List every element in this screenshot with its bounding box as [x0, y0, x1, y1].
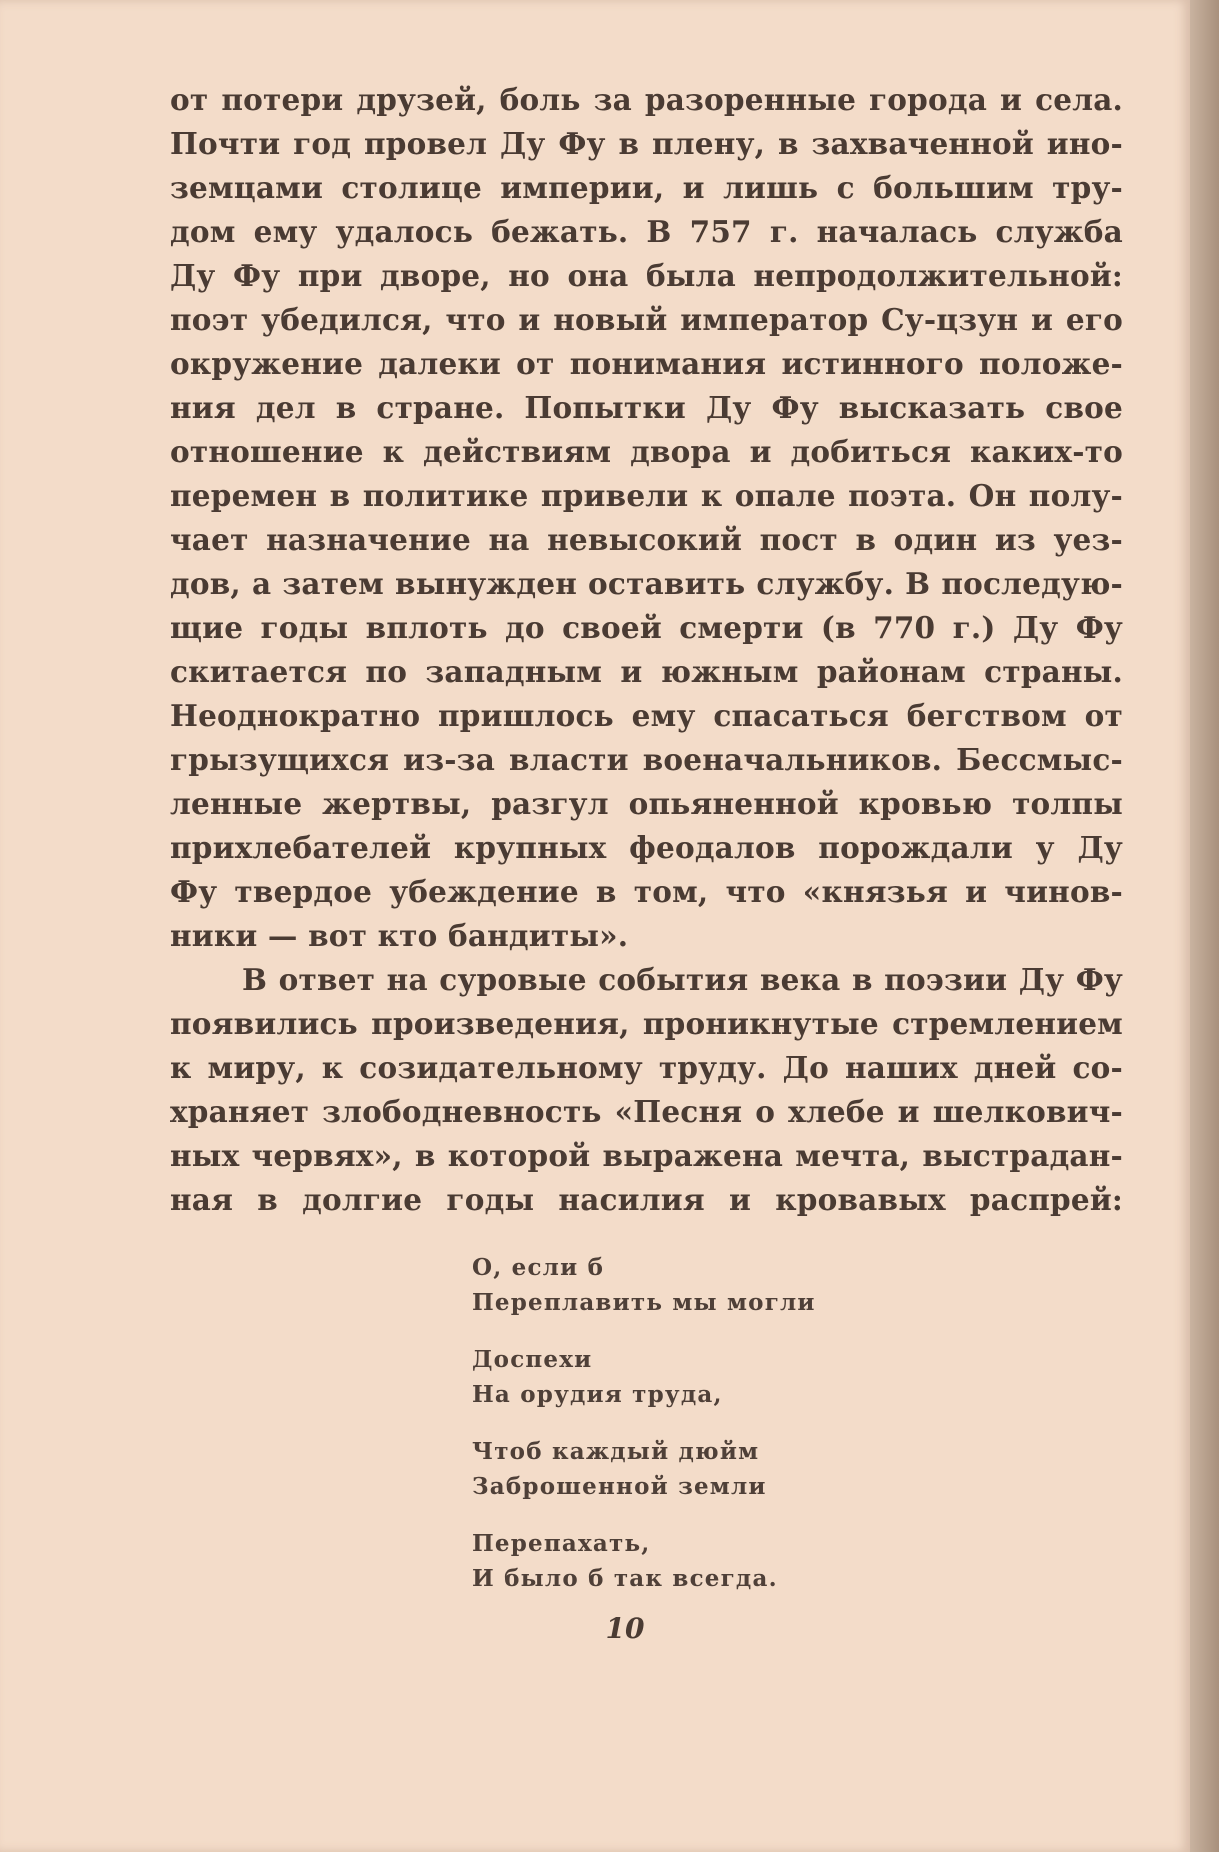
paragraph-1 [170, 78, 1123, 958]
text-line: к миру, к созидательному труду. До наших дней со- [170, 1050, 1123, 1085]
poem-stanza [472, 1342, 816, 1412]
text-line: грызущихся из-за власти военачальников. Бессмыс- [170, 742, 1123, 777]
poem-line: Переплавить мы могли [472, 1289, 816, 1316]
poem-line: И было б так всегда. [472, 1565, 778, 1592]
body-text [170, 78, 1123, 1222]
text-line: ния дел в стране. Попытки Ду Фу высказать свое [170, 390, 1123, 425]
text-line: от потери друзей, боль за разоренные города и села. [170, 82, 1123, 117]
text-line: земцами столице империи, и лишь с большим тру- [170, 170, 1123, 205]
poem-quote [472, 1250, 816, 1618]
poem-stanza [472, 1434, 816, 1504]
poem-line: Чтоб каждый дюйм [472, 1438, 760, 1465]
text-line: Почти год провел Ду Фу в плену, в захваченной ино- [170, 126, 1123, 161]
text-line: чает назначение на невысокий пост в один из уез- [170, 522, 1123, 557]
poem-stanza [472, 1250, 816, 1320]
poem-line: Заброшенной земли [472, 1473, 767, 1500]
text-line: скитается по западным и южным районам страны. [170, 654, 1123, 689]
text-line: В ответ на суровые события века в поэзии Ду Фу [242, 962, 1123, 997]
text-line: ники — вот кто бандиты». [170, 918, 629, 953]
text-line: поэт убедился, что и новый император Су-цзун и его [170, 302, 1123, 337]
text-line: Фу твердое убеждение в том, что «князья и чинов- [170, 874, 1123, 909]
text-line: Неоднократно пришлось ему спасаться бегством от [170, 698, 1123, 733]
text-line: дом ему удалось бежать. В 757 г. началась служба [170, 214, 1123, 249]
text-line: прихлебателей крупных феодалов порождали у Ду [170, 830, 1123, 865]
poem-line: Перепахать, [472, 1530, 651, 1557]
poem-line: На орудия труда, [472, 1381, 723, 1408]
text-line: ная в долгие годы насилия и кровавых распрей: [170, 1182, 1123, 1217]
text-line: отношение к действиям двора и добиться каких-то [170, 434, 1123, 469]
text-line: ных червях», в которой выражена мечта, выстрадан- [170, 1138, 1123, 1173]
text-line: перемен в политике привели к опале поэта. Он полу- [170, 478, 1123, 513]
page-number: 10 [605, 1612, 645, 1645]
text-line: храняет злободневность «Песня о хлебе и шелкович- [170, 1094, 1123, 1129]
poem-line: О, если б [472, 1254, 605, 1281]
poem-stanza [472, 1526, 816, 1596]
text-line: щие годы вплоть до своей смерти (в 770 г.) Ду Фу [170, 610, 1123, 645]
page-edge [1190, 0, 1219, 1852]
paragraph-2 [170, 958, 1123, 1222]
text-line: ленные жертвы, разгул опьяненной кровью толпы [170, 786, 1123, 821]
poem-line: Доспехи [472, 1346, 593, 1373]
text-line: дов, а затем вынужден оставить службу. В последую- [170, 566, 1123, 601]
text-line: окружение далеки от понимания истинного положе- [170, 346, 1123, 381]
text-line: Ду Фу при дворе, но она была непродолжительной: [170, 258, 1123, 293]
text-line: появились произведения, проникнутые стремлением [170, 1006, 1123, 1041]
